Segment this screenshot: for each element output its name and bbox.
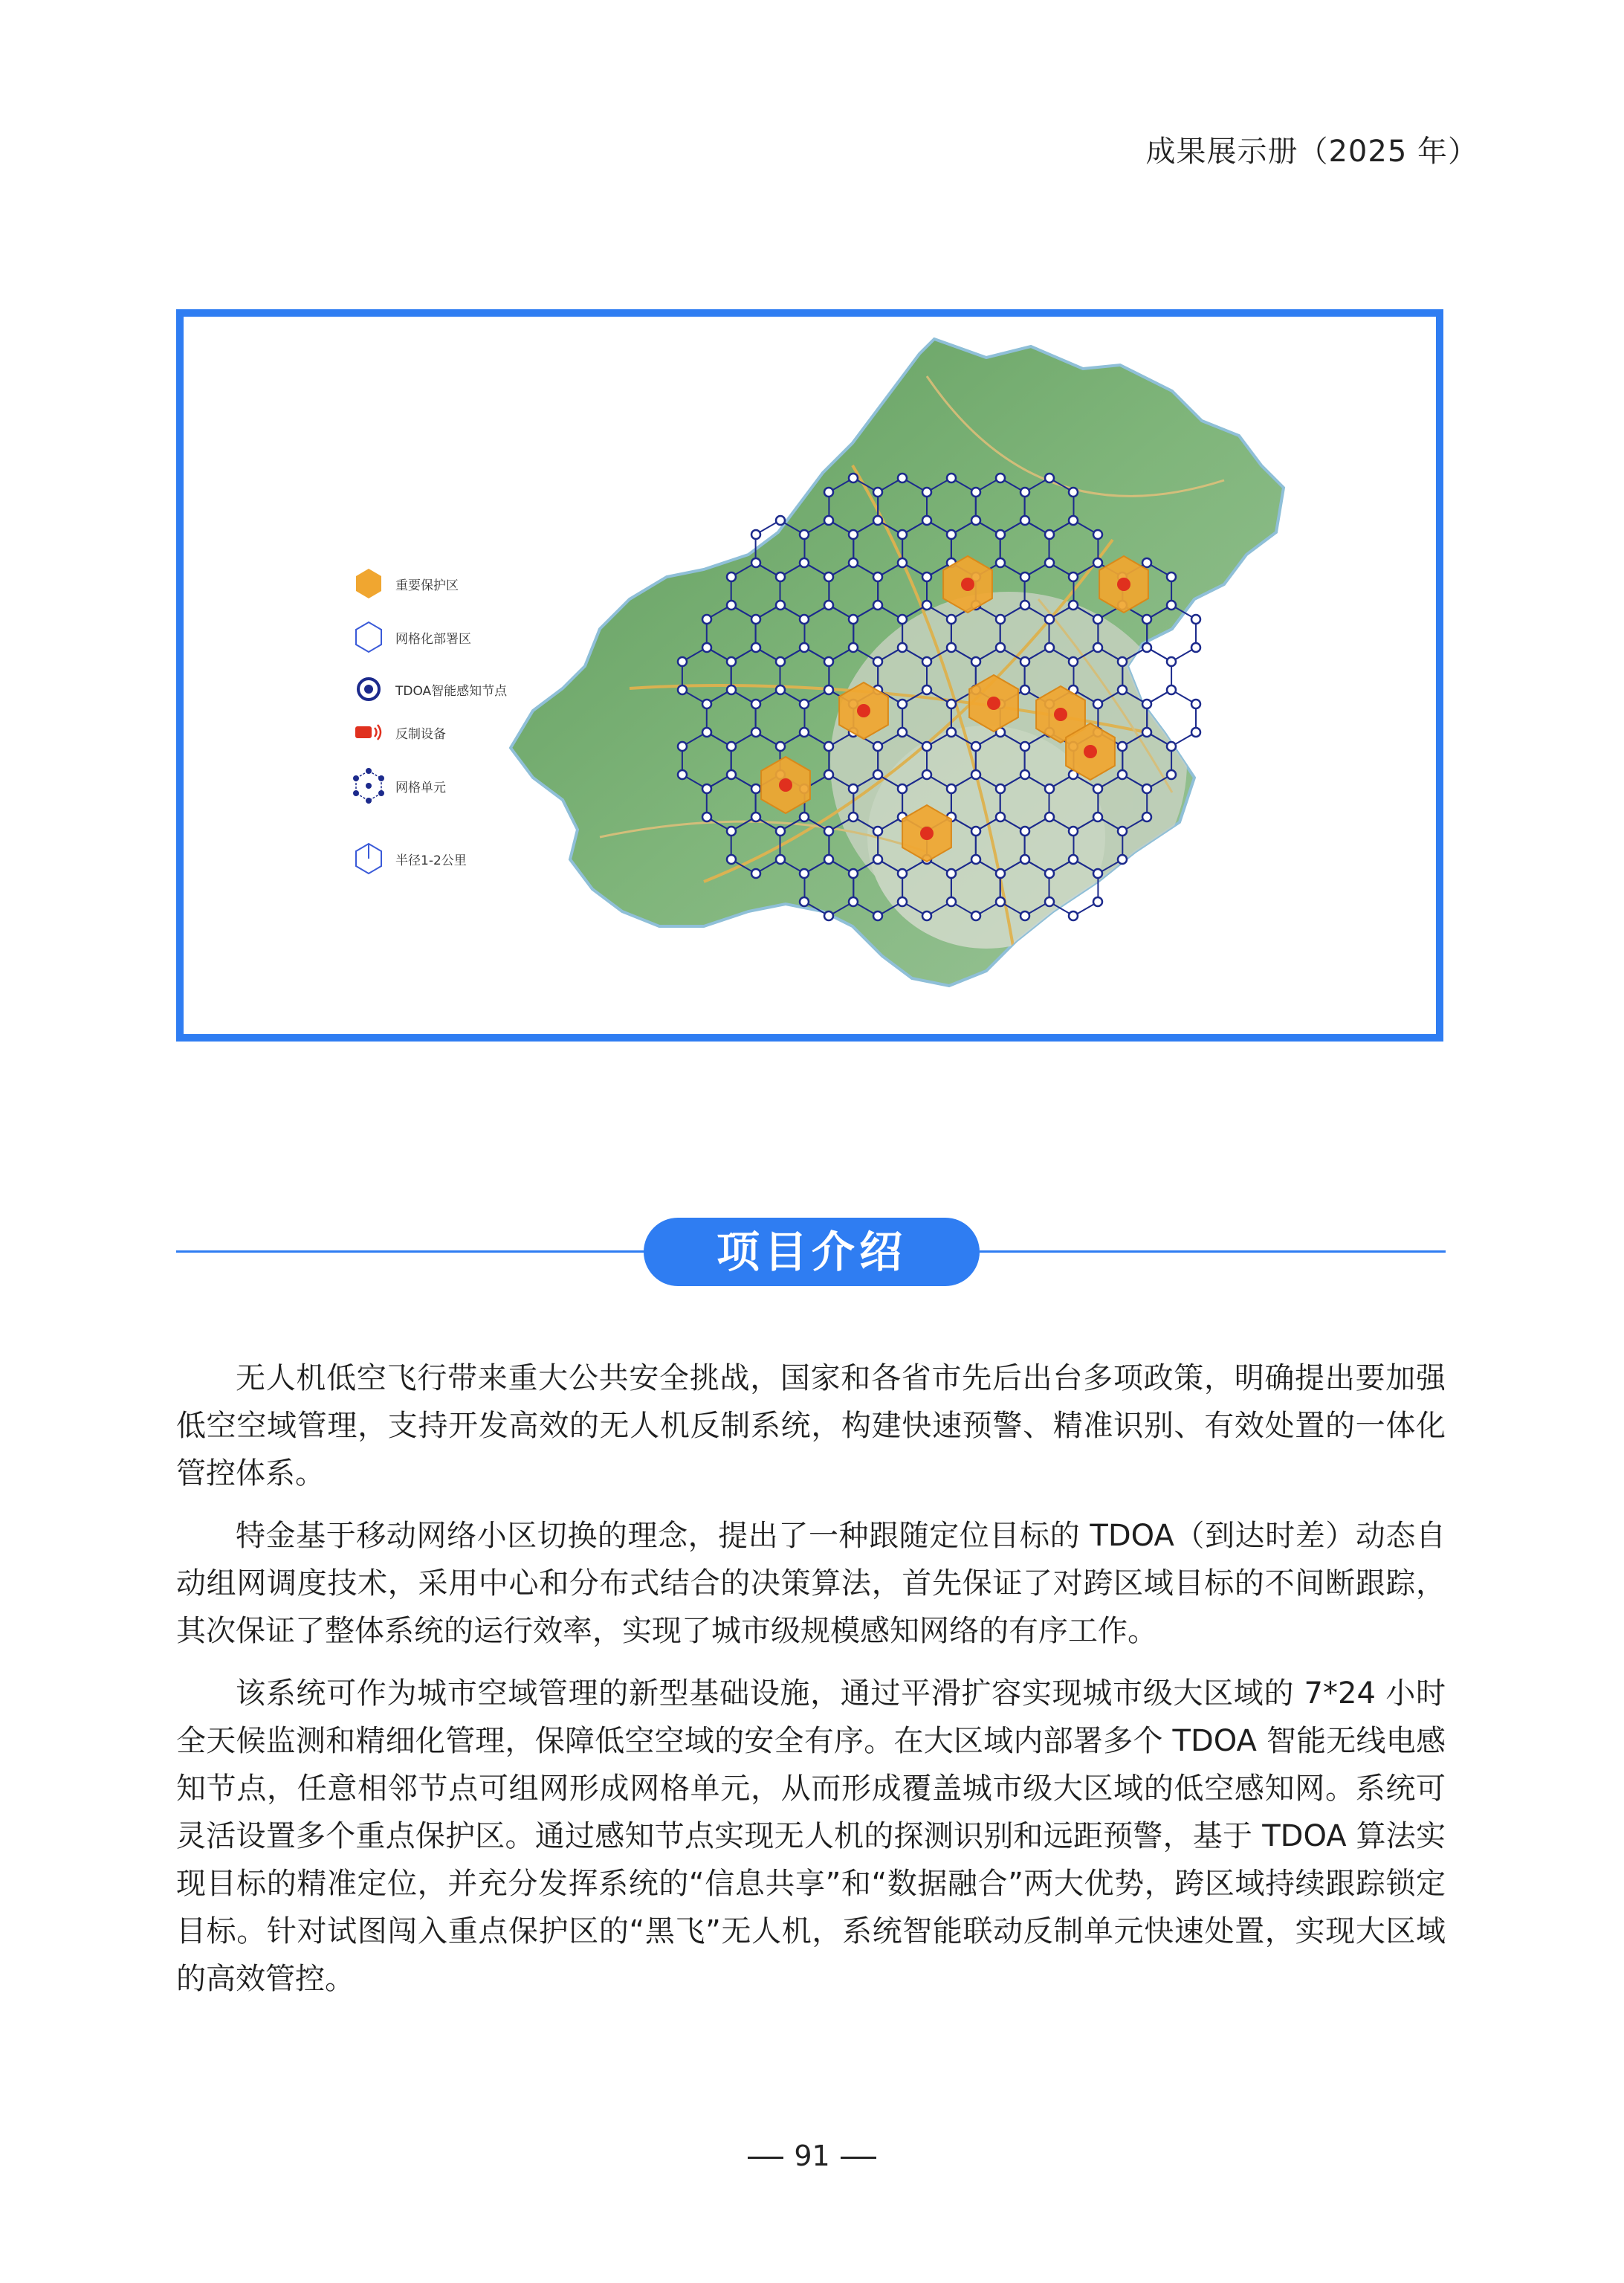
- legend-label: TDOA智能感知节点: [395, 684, 508, 699]
- page-number-value: 91: [794, 2140, 830, 2172]
- sensor-node: [1020, 488, 1029, 497]
- sensor-node: [922, 601, 931, 610]
- jammer-device: [1117, 578, 1130, 591]
- sensor-node: [727, 572, 736, 581]
- sensor-node: [1142, 728, 1151, 737]
- legend-item-grid-zone: [351, 619, 544, 655]
- sensor-node: [727, 742, 736, 751]
- sensor-node: [898, 474, 907, 482]
- sensor-node: [1020, 770, 1029, 779]
- body-text: [176, 1354, 1446, 2018]
- sensor-node: [1167, 685, 1176, 694]
- sensor-node: [873, 742, 882, 751]
- jammer-device: [920, 827, 934, 840]
- legend-label: 反制设备: [395, 727, 446, 742]
- sensor-node: [702, 643, 711, 652]
- radius-hexagon-icon: [351, 841, 386, 876]
- sensor-node: [873, 657, 882, 666]
- sensor-node: [1118, 770, 1127, 779]
- sensor-node: [849, 784, 858, 793]
- sensor-node: [824, 685, 833, 694]
- legend-label: 网格化部署区: [395, 632, 471, 647]
- sensor-node: [1142, 558, 1151, 567]
- sensor-node: [1118, 742, 1127, 751]
- sensor-node: [873, 827, 882, 836]
- paragraph-2: 特金基于移动网络小区切换的理念，提出了一种跟随定位目标的 TDOA（到达时差）动态自动组网调度技术，采用中心和分布式结合的决策算法，首先保证了对跨区域目标的不间断跟踪，其次保证了整体系统的运行效率，实现了城市级规模感知网络的有序工作。: [176, 1519, 1446, 1648]
- jammer-device-icon: [351, 714, 386, 750]
- grid-unit-icon: [351, 768, 386, 804]
- legend-label: 网格单元: [395, 781, 446, 795]
- sensor-node: [1093, 813, 1102, 821]
- legend-item-sensor-node: [351, 671, 544, 707]
- sensor-node: [1167, 601, 1176, 610]
- jammer-device: [961, 578, 974, 591]
- sensor-node: [824, 855, 833, 864]
- sensor-node: [996, 615, 1005, 624]
- sensor-node: [947, 784, 956, 793]
- sensor-node: [1167, 572, 1176, 581]
- sensor-node: [678, 742, 687, 751]
- sensor-node: [702, 700, 711, 708]
- sensor-node: [1069, 911, 1078, 920]
- sensor-node: [1093, 530, 1102, 539]
- sensor-node: [751, 558, 760, 567]
- jammer-device: [987, 697, 1000, 710]
- sensor-node: [996, 813, 1005, 821]
- jammer-device: [1054, 708, 1067, 721]
- sensor-node: [849, 615, 858, 624]
- sensor-node: [1142, 643, 1151, 652]
- sensor-node-icon: [351, 671, 386, 707]
- sensor-node: [1093, 869, 1102, 878]
- sensor-node: [996, 474, 1005, 482]
- sensor-node: [898, 530, 907, 539]
- sensor-node: [1191, 728, 1200, 737]
- sensor-node: [702, 615, 711, 624]
- sensor-node: [1045, 643, 1054, 652]
- sensor-node: [947, 897, 956, 906]
- sensor-node: [776, 516, 785, 525]
- sensor-node: [1118, 685, 1127, 694]
- map-region: [511, 339, 1284, 986]
- sensor-node: [824, 911, 833, 920]
- sensor-node: [1020, 855, 1029, 864]
- sensor-node: [824, 657, 833, 666]
- sensor-node: [971, 855, 980, 864]
- sensor-node: [922, 516, 931, 525]
- figure-frame: [176, 309, 1443, 1042]
- sensor-node: [776, 657, 785, 666]
- sensor-node: [1069, 827, 1078, 836]
- sensor-node: [776, 572, 785, 581]
- sensor-node: [898, 728, 907, 737]
- sensor-node: [824, 742, 833, 751]
- sensor-node: [1093, 700, 1102, 708]
- sensor-node: [678, 657, 687, 666]
- sensor-node: [1069, 488, 1078, 497]
- sensor-node: [849, 897, 858, 906]
- sensor-node: [1142, 700, 1151, 708]
- sensor-node: [1045, 530, 1054, 539]
- sensor-node: [800, 897, 809, 906]
- sensor-node: [922, 742, 931, 751]
- sensor-node: [751, 784, 760, 793]
- sensor-node: [1093, 558, 1102, 567]
- legend-item-radius: [351, 841, 544, 876]
- sensor-node: [678, 685, 687, 694]
- sensor-node: [1020, 685, 1029, 694]
- sensor-node: [922, 770, 931, 779]
- sensor-node: [1142, 615, 1151, 624]
- sensor-node: [751, 643, 760, 652]
- section-title: 项目介绍: [644, 1218, 980, 1286]
- sensor-node: [1045, 869, 1054, 878]
- sensor-node: [947, 474, 956, 482]
- sensor-node: [776, 601, 785, 610]
- jammer-device: [857, 704, 870, 717]
- sensor-node: [849, 643, 858, 652]
- sensor-node: [898, 558, 907, 567]
- sensor-node: [873, 601, 882, 610]
- sensor-node: [800, 643, 809, 652]
- sensor-node: [702, 784, 711, 793]
- sensor-node: [873, 516, 882, 525]
- sensor-node: [1191, 643, 1200, 652]
- section-divider-right: [980, 1250, 1446, 1253]
- sensor-node: [1045, 784, 1054, 793]
- sensor-node: [727, 601, 736, 610]
- sensor-node: [1020, 601, 1029, 610]
- sensor-node: [1020, 516, 1029, 525]
- sensor-node: [996, 784, 1005, 793]
- sensor-node: [1069, 601, 1078, 610]
- sensor-node: [971, 827, 980, 836]
- sensor-node: [1142, 784, 1151, 793]
- sensor-node: [898, 869, 907, 878]
- sensor-node: [849, 869, 858, 878]
- sensor-node: [971, 742, 980, 751]
- sensor-node: [1093, 643, 1102, 652]
- sensor-node: [1069, 572, 1078, 581]
- sensor-node: [800, 869, 809, 878]
- sensor-node: [947, 728, 956, 737]
- sensor-node: [702, 813, 711, 821]
- page-number: [0, 2140, 1624, 2172]
- sensor-node: [947, 615, 956, 624]
- legend-label: 半径1-2公里: [395, 853, 467, 868]
- sensor-node: [1020, 827, 1029, 836]
- sensor-node: [849, 813, 858, 821]
- sensor-node: [776, 855, 785, 864]
- sensor-node: [873, 770, 882, 779]
- sensor-node: [1045, 474, 1054, 482]
- sensor-node: [996, 530, 1005, 539]
- legend-item-grid-unit: [351, 768, 544, 804]
- sensor-node: [800, 700, 809, 708]
- sensor-node: [824, 827, 833, 836]
- sensor-node: [727, 855, 736, 864]
- sensor-node: [1020, 572, 1029, 581]
- sensor-node: [751, 728, 760, 737]
- sensor-node: [751, 700, 760, 708]
- sensor-node: [824, 601, 833, 610]
- sensor-node: [800, 530, 809, 539]
- sensor-node: [971, 770, 980, 779]
- sensor-node: [898, 784, 907, 793]
- sensor-node: [1093, 615, 1102, 624]
- sensor-node: [898, 897, 907, 906]
- sensor-node: [873, 855, 882, 864]
- sensor-node: [1118, 827, 1127, 836]
- paragraph-3: 该系统可作为城市空域管理的新型基础设施，通过平滑扩容实现城市级大区域的 7*24 小时全天候监测和精细化管理，保障低空空域的安全有序。在大区域内部署多个 TDOA 智能无线电感知节点，任意相邻节点可组网形成网格单元，从而形成覆盖城市级大区域的低空感知网。系统可灵活设置多个重点保护区。通过感知节点实现无人机的探测识别和远距预警，基于 TDOA 算法实现目标的精准定位，并充分发挥系统的“信息共享”和“数据融合”两大优势，跨区域持续跟踪锁定目标。针对试图闯入重点保护区的“黑飞”无人机，系统智能联动反制单元快速处置，实现大区域的高效管控。: [176, 1676, 1446, 1996]
- sensor-node: [996, 643, 1005, 652]
- sensor-node: [751, 869, 760, 878]
- sensor-node: [947, 869, 956, 878]
- sensor-node: [800, 558, 809, 567]
- sensor-node: [751, 530, 760, 539]
- sensor-node: [702, 728, 711, 737]
- sensor-node: [1045, 813, 1054, 821]
- page-header-title: 成果展示册（2025 年）: [1145, 135, 1478, 169]
- hexagon-filled-icon: [351, 566, 386, 601]
- sensor-node: [922, 488, 931, 497]
- sensor-node: [849, 530, 858, 539]
- sensor-node: [1069, 657, 1078, 666]
- section-divider-left: [176, 1250, 652, 1253]
- sensor-node: [947, 530, 956, 539]
- legend-label: 重要保护区: [395, 578, 459, 593]
- sensor-node: [800, 728, 809, 737]
- sensor-node: [898, 700, 907, 708]
- sensor-node: [824, 572, 833, 581]
- sensor-node: [922, 911, 931, 920]
- legend-item-jammer: [351, 714, 544, 750]
- sensor-node: [971, 911, 980, 920]
- sensor-node: [824, 488, 833, 497]
- sensor-node: [1118, 657, 1127, 666]
- sensor-node: [898, 643, 907, 652]
- sensor-node: [824, 516, 833, 525]
- sensor-node: [873, 572, 882, 581]
- hexagon-outline-icon: [351, 619, 386, 655]
- sensor-node: [873, 911, 882, 920]
- sensor-node: [751, 813, 760, 821]
- sensor-node: [996, 869, 1005, 878]
- sensor-node: [1191, 700, 1200, 708]
- sensor-node: [727, 770, 736, 779]
- sensor-node: [922, 685, 931, 694]
- sensor-node: [727, 657, 736, 666]
- sensor-node: [1020, 742, 1029, 751]
- page-number-dash-right: [841, 2157, 876, 2159]
- sensor-node: [947, 700, 956, 708]
- sensor-node: [898, 615, 907, 624]
- legend-item-protected-zone: [351, 566, 544, 601]
- sensor-node: [1020, 911, 1029, 920]
- sensor-node: [1167, 742, 1176, 751]
- sensor-node: [1045, 897, 1054, 906]
- sensor-node: [849, 474, 858, 482]
- jammer-device: [1084, 745, 1097, 758]
- sensor-node: [727, 685, 736, 694]
- paragraph-1: 无人机低空飞行带来重大公共安全挑战，国家和各省市先后出台多项政策，明确提出要加强低空空域管理，支持开发高效的无人机反制系统，构建快速预警、精准识别、有效处置的一体化管控体系。: [176, 1361, 1446, 1491]
- sensor-node: [727, 827, 736, 836]
- sensor-node: [678, 770, 687, 779]
- sensor-node: [971, 516, 980, 525]
- sensor-node: [1191, 615, 1200, 624]
- sensor-node: [1167, 770, 1176, 779]
- sensor-node: [1020, 657, 1029, 666]
- sensor-node: [1093, 897, 1102, 906]
- sensor-node: [800, 615, 809, 624]
- jammer-device: [779, 778, 792, 792]
- sensor-node: [1069, 516, 1078, 525]
- sensor-node: [1142, 813, 1151, 821]
- sensor-node: [776, 827, 785, 836]
- sensor-node: [873, 488, 882, 497]
- sensor-node: [971, 488, 980, 497]
- sensor-node: [922, 572, 931, 581]
- sensor-node: [1118, 855, 1127, 864]
- sensor-node: [751, 615, 760, 624]
- page-number-dash-left: [748, 2157, 783, 2159]
- sensor-node: [776, 742, 785, 751]
- sensor-node: [947, 643, 956, 652]
- sensor-node: [1045, 615, 1054, 624]
- sensor-node: [1167, 657, 1176, 666]
- sensor-node: [800, 813, 809, 821]
- sensor-node: [1093, 784, 1102, 793]
- sensor-node: [971, 657, 980, 666]
- sensor-node: [996, 558, 1005, 567]
- sensor-node: [1069, 855, 1078, 864]
- sensor-node: [922, 657, 931, 666]
- sensor-node: [1045, 558, 1054, 567]
- sensor-node: [776, 685, 785, 694]
- sensor-node: [849, 558, 858, 567]
- sensor-node: [996, 897, 1005, 906]
- sensor-node: [824, 770, 833, 779]
